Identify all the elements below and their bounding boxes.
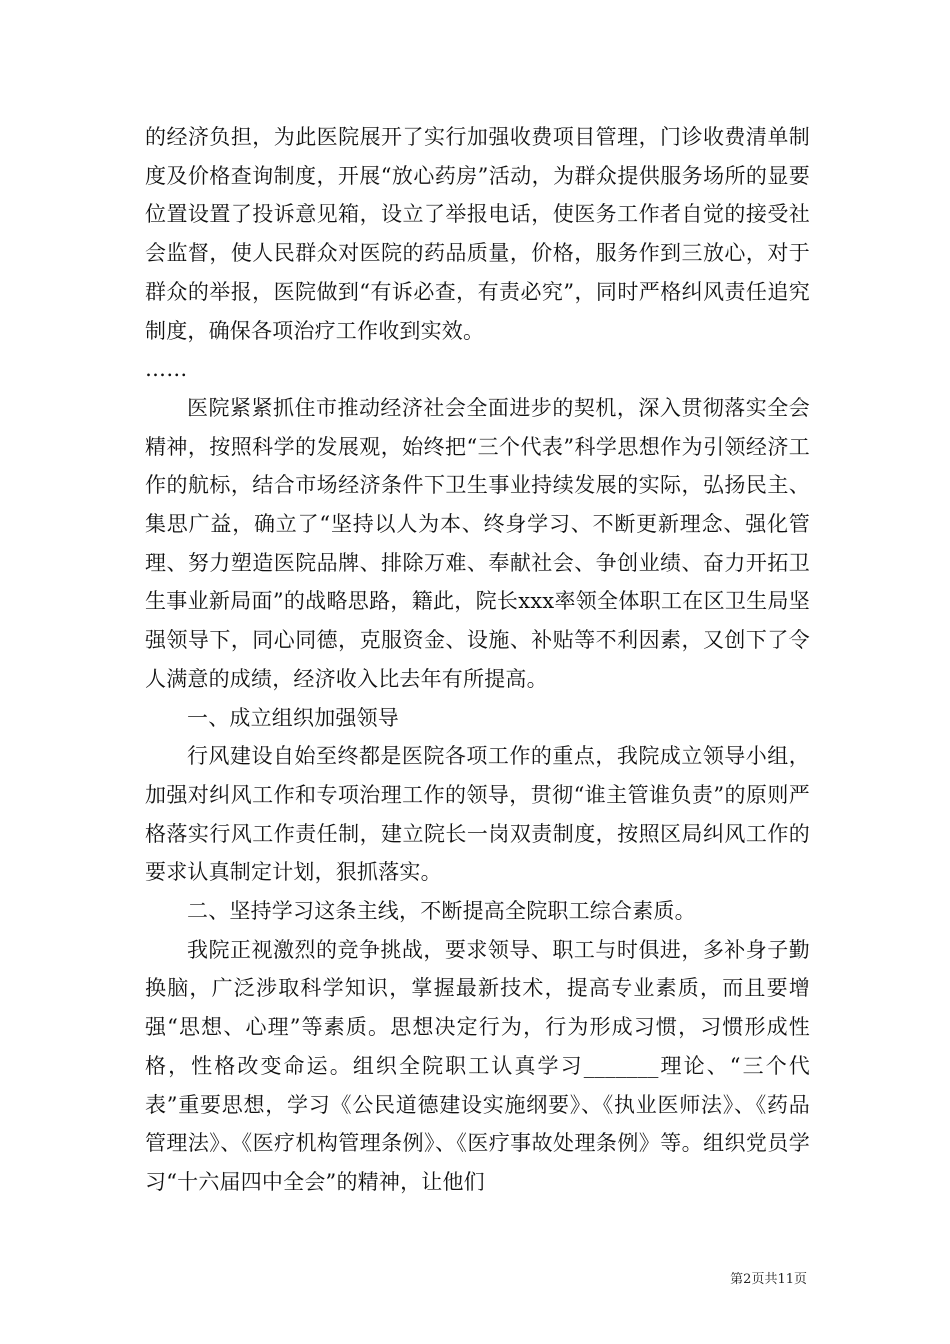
section-heading-1: 一、成立组织加强领导	[187, 705, 399, 730]
paragraph-3: 行风建设自始至终都是医院各项工作的重点，我院成立领导小组，加强对纠风工作和专项治理工作的领导，贯彻“谁主管谁负责”的原则严格落实行风工作责任制，建立院长一岗双责制度，按照区局纠风工作的要求认真制定计划，狠抓落实。	[145, 744, 810, 885]
paragraph-2: 医院紧紧抓住市推动经济社会全面进步的契机，深入贯彻落实全会精神，按照科学的发展观，始终把“三个代表”科学思想作为引领经济工作的航标，结合市场经济条件下卫生事业持续发展的实际，弘扬民主、集思广益，确立了“坚持以人为本、终身学习、不断更新理念、强化管理、努力塑造医院品牌、排除万难、奉献社会、争创业绩、奋力开拓卫生事业新局面”的战略思路，籍此，院长xxx率领全体职工在区卫生局坚强领导下，同心同德，克服资金、设施、补贴等不利因素，又创下了令人满意的成绩，经济收入比去年有所提高。	[145, 395, 810, 691]
section-heading-2: 二、坚持学习这条主线，不断提高全院职工综合素质。	[187, 899, 696, 924]
document-body	[145, 118, 810, 1202]
ellipsis-line: ……	[145, 357, 188, 382]
paragraph-4: 我院正视激烈的竞争挑战，要求领导、职工与时俱进，多补身子勤换脑，广泛涉取科学知识，掌握最新技术，提高专业素质，而且要增强“思想、心理”等素质。思想决定行为，行为形成习惯，习惯形成性格，性格改变命运。组织全院职工认真学习_______理论、“三个代表”重要思想，学习《公民道德建设实施纲要》、《执业医师法》、《药品管理法》、《医疗机构管理条例》、《医疗事故处理条例》等。组织党员学习“十六届四中全会”的精神，让他们	[145, 937, 810, 1194]
page-number-footer: 第2页共11页	[730, 1272, 807, 1287]
paragraph-1: 的经济负担，为此医院展开了实行加强收费项目管理，门诊收费清单制度及价格查询制度，开展“放心药房”活动，为群众提供服务场所的显要位置设置了投诉意见箱，设立了举报电话，使医务工作者自觉的接受社会监督，使人民群众对医院的药品质量，价格，服务作到三放心，对于群众的举报，医院做到“有诉必查，有责必究”，同时严格纠风责任追究制度，确保各项治疗工作收到实效。	[145, 125, 810, 343]
